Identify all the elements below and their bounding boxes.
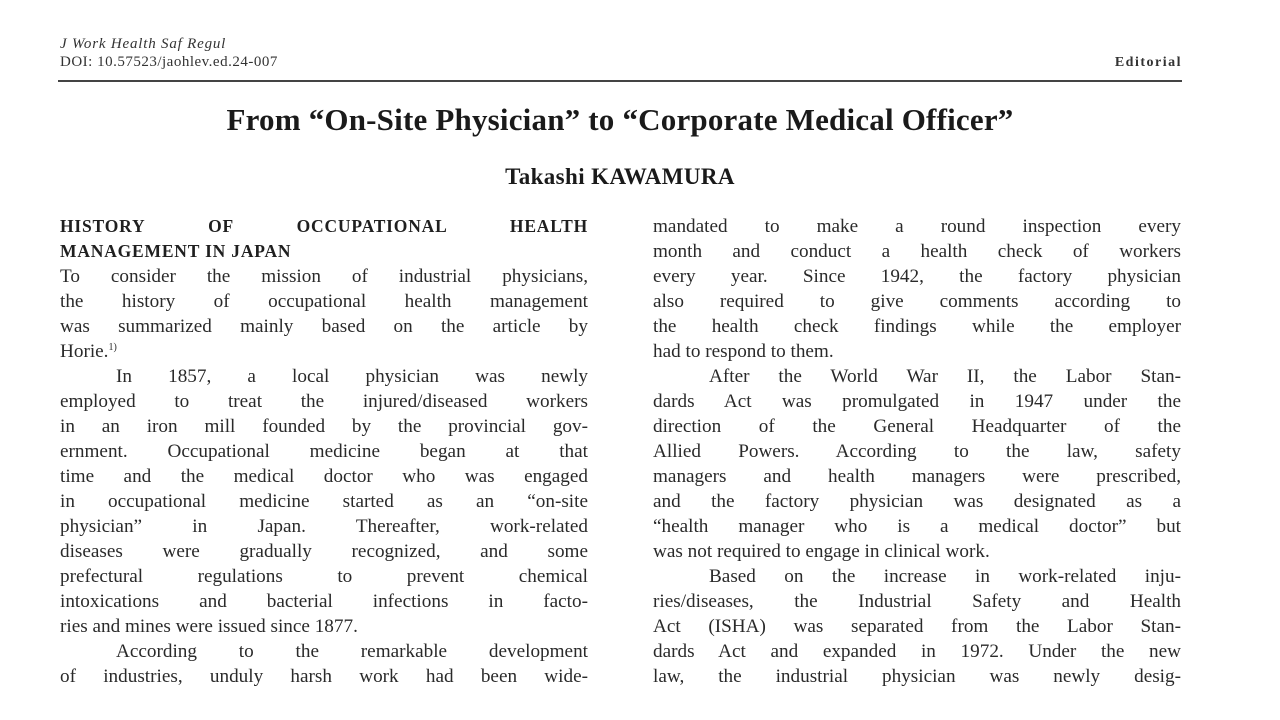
text-line: Allied Powers. According to the law, safety: [653, 441, 1181, 462]
text-line: physician” in Japan. Thereafter, work-related: [60, 516, 588, 537]
header-rule: [58, 80, 1182, 82]
paragraph: [60, 364, 588, 639]
right-column: [653, 214, 1181, 689]
doi[interactable]: DOI: 10.57523/jaohlev.ed.24-007: [60, 54, 278, 70]
left-column: [60, 214, 588, 689]
text-line: month and conduct a health check of workers: [653, 241, 1181, 262]
text-line: of industries, unduly harsh work had been wide-: [60, 666, 588, 687]
text-line: the health check findings while the employer: [653, 316, 1181, 337]
article-type-label: Editorial: [1114, 55, 1182, 70]
text-line: direction of the General Headquarter of the: [653, 416, 1181, 437]
article-title: From “On-Site Physician” to “Corporate Medical Officer”: [226, 102, 1014, 137]
text-line: mandated to make a round inspection every: [653, 216, 1181, 237]
text-line: managers and health managers were prescribed,: [653, 466, 1181, 487]
text-line: ernment. Occupational medicine began at that: [60, 441, 588, 462]
text-line: had to respond to them.: [653, 341, 834, 362]
text-line: prefectural regulations to prevent chemical: [60, 566, 588, 587]
paragraph: [653, 564, 1181, 689]
text-line: every year. Since 1942, the factory physician: [653, 266, 1181, 287]
text-line: dards Act and expanded in 1972. Under the new: [653, 641, 1181, 662]
text-line: dards Act was promulgated in 1947 under the: [653, 391, 1181, 412]
text-line: ries and mines were issued since 1877.: [60, 616, 358, 637]
paragraph: [653, 364, 1181, 564]
text-line: the history of occupational health management: [60, 291, 588, 312]
text-line: was summarized mainly based on the article by: [60, 316, 588, 337]
paragraph: [60, 639, 588, 689]
text-line: employed to treat the injured/diseased workers: [60, 391, 588, 412]
text-line: “health manager who is a medical doctor” but: [653, 516, 1181, 537]
heading-line: HISTORY OF OCCUPATIONAL HEALTH: [60, 216, 588, 236]
text-fragment: Horie.: [60, 341, 109, 362]
text-line: intoxications and bacterial infections in facto-: [60, 591, 588, 612]
text-line: In 1857, a local physician was newly: [116, 366, 588, 387]
text-line: [60, 339, 588, 364]
text-line: was not required to engage in clinical work.: [653, 541, 990, 562]
text-line: Based on the increase in work-related inju-: [709, 566, 1181, 587]
text-line: diseases were gradually recognized, and some: [60, 541, 588, 562]
text-line: time and the medical doctor who was engaged: [60, 466, 588, 487]
text-line: also required to give comments according to: [653, 291, 1181, 312]
text-line: After the World War II, the Labor Stan-: [709, 366, 1181, 387]
text-line: and the factory physician was designated as a: [653, 491, 1181, 512]
text-line: Act (ISHA) was separated from the Labor Stan-: [653, 616, 1181, 637]
heading-line: MANAGEMENT IN JAPAN: [60, 241, 292, 261]
text-line: ries/diseases, the Industrial Safety and Health: [653, 591, 1181, 612]
section-heading: [60, 214, 588, 264]
text-line: law, the industrial physician was newly desig-: [653, 666, 1181, 687]
paragraph: [653, 214, 1181, 364]
paragraph: [60, 264, 588, 364]
text-line: To consider the mission of industrial physicians,: [60, 266, 588, 287]
author-name: Takashi KAWAMURA: [505, 164, 735, 189]
journal-name: J Work Health Saf Regul: [60, 36, 227, 52]
text-line: in occupational medicine started as an “on-site: [60, 491, 588, 512]
citation-reference[interactable]: 1): [108, 342, 117, 353]
text-line: in an iron mill founded by the provincial gov-: [60, 416, 588, 437]
text-line: According to the remarkable development: [116, 641, 588, 662]
